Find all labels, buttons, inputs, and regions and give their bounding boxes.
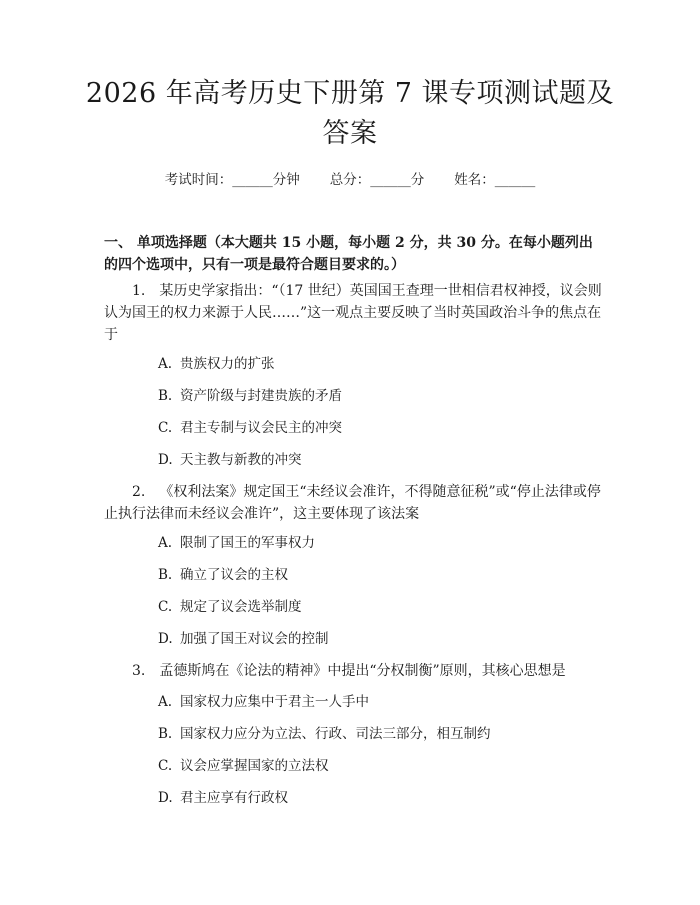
- option-text: 确立了议会的主权: [180, 567, 288, 583]
- student-name-field: 姓名：______: [454, 172, 536, 188]
- question-text: 《权利法案》规定国王“未经议会准许，不得随意征税”或“停止法律或停止执行法律而未经议会准许”，这主要体现了该法案: [104, 484, 601, 522]
- option-3a: [158, 692, 369, 712]
- option-text: 加强了国王对议会的控制: [180, 631, 329, 647]
- option-text: 国家权力应集中于君主一人手中: [180, 694, 369, 710]
- option-3b: [158, 724, 491, 744]
- option-2b: [158, 565, 288, 585]
- option-letter: B.: [158, 726, 173, 742]
- section-heading: 一、 单项选择题（本大题共 15 小题，每小题 2 分，共 30 分。在每小题列出的四个选项中，只有一项是最符合题目要求的。）: [104, 235, 593, 273]
- option-letter: B.: [158, 567, 173, 583]
- option-text: 贵族权力的扩张: [180, 356, 275, 372]
- question-number: 2.: [132, 484, 146, 500]
- option-3c: [158, 756, 329, 776]
- option-letter: A.: [158, 535, 173, 551]
- option-text: 规定了议会选举制度: [180, 599, 302, 615]
- option-text: 天主教与新教的冲突: [180, 452, 302, 468]
- option-1d: [158, 450, 302, 470]
- option-letter: B.: [158, 388, 173, 404]
- option-letter: C.: [158, 420, 173, 436]
- option-text: 议会应掌握国家的立法权: [180, 758, 329, 774]
- option-3d: [158, 788, 288, 808]
- option-letter: D.: [158, 790, 173, 806]
- exam-time-field: 考试时间：______分钟: [164, 172, 300, 188]
- option-1b: [158, 386, 342, 406]
- question-2: [104, 481, 602, 525]
- option-2d: [158, 629, 329, 649]
- question-number: 1.: [132, 283, 146, 299]
- option-text: 君主专制与议会民主的冲突: [180, 420, 342, 436]
- option-letter: D.: [158, 452, 173, 468]
- total-score-field: 总分：______分: [329, 172, 425, 188]
- question-text: 孟德斯鸠在《论法的精神》中提出“分权制衡”原则，其核心思想是: [159, 663, 566, 679]
- option-text: 限制了国王的军事权力: [180, 535, 315, 551]
- question-text: 某历史学家指出：“（17 世纪）英国国王查理一世相信君权神授，议会则认为国王的权力来源于人民……”这一观点主要反映了当时英国政治斗争的焦点在于: [104, 283, 602, 343]
- question-number: 3.: [132, 663, 146, 679]
- option-letter: C.: [158, 599, 173, 615]
- option-letter: A.: [158, 694, 173, 710]
- option-text: 君主应享有行政权: [180, 790, 288, 806]
- option-letter: D.: [158, 631, 173, 647]
- question-1: [104, 280, 602, 346]
- option-letter: A.: [158, 356, 173, 372]
- option-2c: [158, 597, 302, 617]
- exam-meta: [0, 168, 700, 188]
- page-title: 2026 年高考历史下册第 7 课专项测试题及答案: [85, 78, 615, 149]
- option-text: 资产阶级与封建贵族的矛盾: [180, 388, 342, 404]
- option-2a: [158, 533, 315, 553]
- option-1c: [158, 418, 342, 438]
- option-letter: C.: [158, 758, 173, 774]
- option-1a: [158, 354, 275, 374]
- option-text: 国家权力应分为立法、行政、司法三部分，相互制约: [180, 726, 491, 742]
- question-3: [104, 660, 602, 682]
